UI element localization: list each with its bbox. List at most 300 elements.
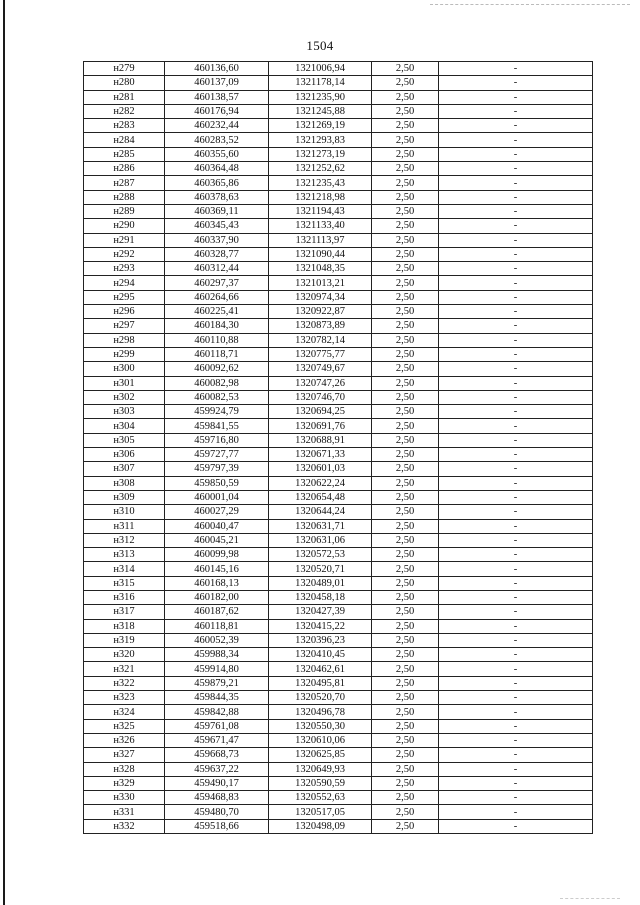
x-coordinate-cell: 460176,94 (165, 104, 269, 118)
note-cell: - (439, 776, 593, 790)
point-id-cell: н284 (84, 133, 165, 147)
point-id-cell: н287 (84, 176, 165, 190)
table-row (84, 576, 593, 590)
note-cell: - (439, 548, 593, 562)
y-coordinate-cell: 1321269,19 (269, 119, 372, 133)
x-coordinate-cell: 459841,55 (165, 419, 269, 433)
x-coordinate-cell: 459797,39 (165, 462, 269, 476)
table-row (84, 605, 593, 619)
x-coordinate-cell: 459844,35 (165, 691, 269, 705)
note-cell: - (439, 448, 593, 462)
y-coordinate-cell: 1320746,70 (269, 390, 372, 404)
point-id-cell: н312 (84, 533, 165, 547)
table-row (84, 162, 593, 176)
x-coordinate-cell: 460328,77 (165, 247, 269, 261)
point-id-cell: н296 (84, 305, 165, 319)
accuracy-cell: 2,50 (372, 362, 439, 376)
point-id-cell: н327 (84, 748, 165, 762)
point-id-cell: н282 (84, 104, 165, 118)
y-coordinate-cell: 1320552,63 (269, 791, 372, 805)
y-coordinate-cell: 1320873,89 (269, 319, 372, 333)
point-id-cell: н330 (84, 791, 165, 805)
page-edge-rule (3, 0, 5, 905)
accuracy-cell: 2,50 (372, 462, 439, 476)
x-coordinate-cell: 460099,98 (165, 548, 269, 562)
accuracy-cell: 2,50 (372, 748, 439, 762)
scan-artifact-line (560, 898, 620, 899)
table-row (84, 705, 593, 719)
point-id-cell: н321 (84, 662, 165, 676)
accuracy-cell: 2,50 (372, 162, 439, 176)
accuracy-cell: 2,50 (372, 76, 439, 90)
x-coordinate-cell: 459850,59 (165, 476, 269, 490)
table-row (84, 276, 593, 290)
accuracy-cell: 2,50 (372, 733, 439, 747)
point-id-cell: н318 (84, 619, 165, 633)
note-cell: - (439, 633, 593, 647)
note-cell: - (439, 533, 593, 547)
point-id-cell: н290 (84, 219, 165, 233)
point-id-cell: н320 (84, 648, 165, 662)
point-id-cell: н301 (84, 376, 165, 390)
note-cell: - (439, 648, 593, 662)
y-coordinate-cell: 1320496,78 (269, 705, 372, 719)
note-cell: - (439, 662, 593, 676)
accuracy-cell: 2,50 (372, 548, 439, 562)
accuracy-cell: 2,50 (372, 448, 439, 462)
point-id-cell: н316 (84, 590, 165, 604)
coordinates-table-body (84, 62, 593, 834)
y-coordinate-cell: 1321252,62 (269, 162, 372, 176)
x-coordinate-cell: 459842,88 (165, 705, 269, 719)
x-coordinate-cell: 460283,52 (165, 133, 269, 147)
accuracy-cell: 2,50 (372, 605, 439, 619)
y-coordinate-cell: 1321218,98 (269, 190, 372, 204)
x-coordinate-cell: 460355,60 (165, 147, 269, 161)
point-id-cell: н297 (84, 319, 165, 333)
accuracy-cell: 2,50 (372, 805, 439, 819)
table-row (84, 548, 593, 562)
point-id-cell: н322 (84, 676, 165, 690)
table-row (84, 204, 593, 218)
y-coordinate-cell: 1320520,70 (269, 691, 372, 705)
point-id-cell: н279 (84, 62, 165, 76)
point-id-cell: н306 (84, 448, 165, 462)
table-row (84, 762, 593, 776)
point-id-cell: н288 (84, 190, 165, 204)
accuracy-cell: 2,50 (372, 104, 439, 118)
x-coordinate-cell: 459490,17 (165, 776, 269, 790)
note-cell: - (439, 347, 593, 361)
note-cell: - (439, 90, 593, 104)
note-cell: - (439, 791, 593, 805)
note-cell: - (439, 262, 593, 276)
x-coordinate-cell: 460184,30 (165, 319, 269, 333)
point-id-cell: н293 (84, 262, 165, 276)
table-row (84, 390, 593, 404)
x-coordinate-cell: 460187,62 (165, 605, 269, 619)
note-cell: - (439, 319, 593, 333)
table-row (84, 219, 593, 233)
y-coordinate-cell: 1320749,67 (269, 362, 372, 376)
x-coordinate-cell: 460027,29 (165, 505, 269, 519)
y-coordinate-cell: 1320922,87 (269, 305, 372, 319)
x-coordinate-cell: 460168,13 (165, 576, 269, 590)
accuracy-cell: 2,50 (372, 762, 439, 776)
x-coordinate-cell: 460232,44 (165, 119, 269, 133)
note-cell: - (439, 433, 593, 447)
point-id-cell: н307 (84, 462, 165, 476)
y-coordinate-cell: 1321194,43 (269, 204, 372, 218)
y-coordinate-cell: 1320747,26 (269, 376, 372, 390)
point-id-cell: н294 (84, 276, 165, 290)
note-cell: - (439, 119, 593, 133)
x-coordinate-cell: 460082,98 (165, 376, 269, 390)
accuracy-cell: 2,50 (372, 619, 439, 633)
x-coordinate-cell: 459914,80 (165, 662, 269, 676)
table-row (84, 533, 593, 547)
table-row (84, 233, 593, 247)
x-coordinate-cell: 460369,11 (165, 204, 269, 218)
table-row (84, 662, 593, 676)
note-cell: - (439, 219, 593, 233)
y-coordinate-cell: 1320601,03 (269, 462, 372, 476)
x-coordinate-cell: 459879,21 (165, 676, 269, 690)
note-cell: - (439, 290, 593, 304)
note-cell: - (439, 190, 593, 204)
table-row (84, 90, 593, 104)
table-row (84, 633, 593, 647)
point-id-cell: н308 (84, 476, 165, 490)
accuracy-cell: 2,50 (372, 90, 439, 104)
note-cell: - (439, 390, 593, 404)
note-cell: - (439, 562, 593, 576)
note-cell: - (439, 519, 593, 533)
table-row (84, 590, 593, 604)
point-id-cell: н319 (84, 633, 165, 647)
x-coordinate-cell: 460345,43 (165, 219, 269, 233)
accuracy-cell: 2,50 (372, 147, 439, 161)
y-coordinate-cell: 1321013,21 (269, 276, 372, 290)
coordinates-table (83, 61, 593, 834)
note-cell: - (439, 247, 593, 261)
y-coordinate-cell: 1320520,71 (269, 562, 372, 576)
point-id-cell: н323 (84, 691, 165, 705)
x-coordinate-cell: 459761,08 (165, 719, 269, 733)
y-coordinate-cell: 1320462,61 (269, 662, 372, 676)
accuracy-cell: 2,50 (372, 791, 439, 805)
table-row (84, 76, 593, 90)
note-cell: - (439, 176, 593, 190)
point-id-cell: н285 (84, 147, 165, 161)
accuracy-cell: 2,50 (372, 233, 439, 247)
y-coordinate-cell: 1320625,85 (269, 748, 372, 762)
x-coordinate-cell: 459727,77 (165, 448, 269, 462)
table-row (84, 791, 593, 805)
accuracy-cell: 2,50 (372, 319, 439, 333)
y-coordinate-cell: 1320649,93 (269, 762, 372, 776)
accuracy-cell: 2,50 (372, 119, 439, 133)
table-row (84, 362, 593, 376)
point-id-cell: н303 (84, 405, 165, 419)
y-coordinate-cell: 1320396,23 (269, 633, 372, 647)
x-coordinate-cell: 460364,48 (165, 162, 269, 176)
table-row (84, 247, 593, 261)
x-coordinate-cell: 460137,09 (165, 76, 269, 90)
point-id-cell: н302 (84, 390, 165, 404)
accuracy-cell: 2,50 (372, 776, 439, 790)
x-coordinate-cell: 459480,70 (165, 805, 269, 819)
accuracy-cell: 2,50 (372, 176, 439, 190)
table-row (84, 619, 593, 633)
x-coordinate-cell: 460118,71 (165, 347, 269, 361)
accuracy-cell: 2,50 (372, 590, 439, 604)
table-row (84, 290, 593, 304)
note-cell: - (439, 576, 593, 590)
point-id-cell: н286 (84, 162, 165, 176)
x-coordinate-cell: 459671,47 (165, 733, 269, 747)
note-cell: - (439, 204, 593, 218)
point-id-cell: н325 (84, 719, 165, 733)
y-coordinate-cell: 1321006,94 (269, 62, 372, 76)
table-row (84, 505, 593, 519)
note-cell: - (439, 133, 593, 147)
y-coordinate-cell: 1320644,24 (269, 505, 372, 519)
y-coordinate-cell: 1320631,71 (269, 519, 372, 533)
accuracy-cell: 2,50 (372, 333, 439, 347)
x-coordinate-cell: 460297,37 (165, 276, 269, 290)
note-cell: - (439, 490, 593, 504)
accuracy-cell: 2,50 (372, 662, 439, 676)
table-row (84, 462, 593, 476)
point-id-cell: н310 (84, 505, 165, 519)
table-row (84, 748, 593, 762)
y-coordinate-cell: 1321235,43 (269, 176, 372, 190)
accuracy-cell: 2,50 (372, 691, 439, 705)
table-row (84, 319, 593, 333)
accuracy-cell: 2,50 (372, 519, 439, 533)
accuracy-cell: 2,50 (372, 676, 439, 690)
accuracy-cell: 2,50 (372, 376, 439, 390)
point-id-cell: н280 (84, 76, 165, 90)
accuracy-cell: 2,50 (372, 819, 439, 833)
table-row (84, 490, 593, 504)
point-id-cell: н324 (84, 705, 165, 719)
accuracy-cell: 2,50 (372, 290, 439, 304)
table-row (84, 262, 593, 276)
note-cell: - (439, 62, 593, 76)
point-id-cell: н328 (84, 762, 165, 776)
x-coordinate-cell: 460182,00 (165, 590, 269, 604)
x-coordinate-cell: 460138,57 (165, 90, 269, 104)
point-id-cell: н304 (84, 419, 165, 433)
table-row (84, 776, 593, 790)
point-id-cell: н317 (84, 605, 165, 619)
table-row (84, 719, 593, 733)
x-coordinate-cell: 460045,21 (165, 533, 269, 547)
x-coordinate-cell: 460225,41 (165, 305, 269, 319)
accuracy-cell: 2,50 (372, 347, 439, 361)
table-row (84, 190, 593, 204)
point-id-cell: н326 (84, 733, 165, 747)
note-cell: - (439, 733, 593, 747)
table-row (84, 691, 593, 705)
accuracy-cell: 2,50 (372, 190, 439, 204)
accuracy-cell: 2,50 (372, 505, 439, 519)
note-cell: - (439, 590, 593, 604)
y-coordinate-cell: 1320410,45 (269, 648, 372, 662)
note-cell: - (439, 419, 593, 433)
note-cell: - (439, 76, 593, 90)
accuracy-cell: 2,50 (372, 219, 439, 233)
y-coordinate-cell: 1320671,33 (269, 448, 372, 462)
y-coordinate-cell: 1320775,77 (269, 347, 372, 361)
note-cell: - (439, 462, 593, 476)
note-cell: - (439, 676, 593, 690)
y-coordinate-cell: 1320517,05 (269, 805, 372, 819)
note-cell: - (439, 691, 593, 705)
note-cell: - (439, 362, 593, 376)
table-row (84, 519, 593, 533)
table-row (84, 347, 593, 361)
x-coordinate-cell: 459924,79 (165, 405, 269, 419)
point-id-cell: н332 (84, 819, 165, 833)
note-cell: - (439, 762, 593, 776)
note-cell: - (439, 805, 593, 819)
note-cell: - (439, 233, 593, 247)
table-row (84, 819, 593, 833)
table-row (84, 405, 593, 419)
table-row (84, 648, 593, 662)
table-row (84, 133, 593, 147)
point-id-cell: н329 (84, 776, 165, 790)
x-coordinate-cell: 460145,16 (165, 562, 269, 576)
x-coordinate-cell: 460040,47 (165, 519, 269, 533)
accuracy-cell: 2,50 (372, 719, 439, 733)
note-cell: - (439, 104, 593, 118)
note-cell: - (439, 333, 593, 347)
note-cell: - (439, 719, 593, 733)
note-cell: - (439, 748, 593, 762)
point-id-cell: н281 (84, 90, 165, 104)
y-coordinate-cell: 1321113,97 (269, 233, 372, 247)
point-id-cell: н299 (84, 347, 165, 361)
y-coordinate-cell: 1320631,06 (269, 533, 372, 547)
accuracy-cell: 2,50 (372, 648, 439, 662)
y-coordinate-cell: 1321293,83 (269, 133, 372, 147)
y-coordinate-cell: 1320489,01 (269, 576, 372, 590)
table-row (84, 305, 593, 319)
point-id-cell: н313 (84, 548, 165, 562)
x-coordinate-cell: 459988,34 (165, 648, 269, 662)
y-coordinate-cell: 1320610,06 (269, 733, 372, 747)
point-id-cell: н300 (84, 362, 165, 376)
x-coordinate-cell: 460264,66 (165, 290, 269, 304)
y-coordinate-cell: 1321048,35 (269, 262, 372, 276)
table-row (84, 805, 593, 819)
table-row (84, 104, 593, 118)
note-cell: - (439, 276, 593, 290)
accuracy-cell: 2,50 (372, 305, 439, 319)
y-coordinate-cell: 1320622,24 (269, 476, 372, 490)
point-id-cell: н331 (84, 805, 165, 819)
accuracy-cell: 2,50 (372, 476, 439, 490)
y-coordinate-cell: 1320654,48 (269, 490, 372, 504)
accuracy-cell: 2,50 (372, 62, 439, 76)
accuracy-cell: 2,50 (372, 705, 439, 719)
y-coordinate-cell: 1320590,59 (269, 776, 372, 790)
table-row (84, 676, 593, 690)
point-id-cell: н292 (84, 247, 165, 261)
table-row (84, 62, 593, 76)
accuracy-cell: 2,50 (372, 633, 439, 647)
table-row (84, 733, 593, 747)
x-coordinate-cell: 460052,39 (165, 633, 269, 647)
table-row (84, 333, 593, 347)
y-coordinate-cell: 1320694,25 (269, 405, 372, 419)
point-id-cell: н289 (84, 204, 165, 218)
note-cell: - (439, 162, 593, 176)
y-coordinate-cell: 1320498,09 (269, 819, 372, 833)
table-row (84, 476, 593, 490)
note-cell: - (439, 505, 593, 519)
x-coordinate-cell: 460001,04 (165, 490, 269, 504)
point-id-cell: н311 (84, 519, 165, 533)
y-coordinate-cell: 1320458,18 (269, 590, 372, 604)
x-coordinate-cell: 460082,53 (165, 390, 269, 404)
point-id-cell: н314 (84, 562, 165, 576)
accuracy-cell: 2,50 (372, 276, 439, 290)
x-coordinate-cell: 459518,66 (165, 819, 269, 833)
y-coordinate-cell: 1321235,90 (269, 90, 372, 104)
x-coordinate-cell: 459668,73 (165, 748, 269, 762)
accuracy-cell: 2,50 (372, 533, 439, 547)
y-coordinate-cell: 1320427,39 (269, 605, 372, 619)
point-id-cell: н309 (84, 490, 165, 504)
y-coordinate-cell: 1321090,44 (269, 247, 372, 261)
table-row (84, 176, 593, 190)
x-coordinate-cell: 460378,63 (165, 190, 269, 204)
y-coordinate-cell: 1321245,88 (269, 104, 372, 118)
x-coordinate-cell: 460118,81 (165, 619, 269, 633)
note-cell: - (439, 305, 593, 319)
accuracy-cell: 2,50 (372, 490, 439, 504)
accuracy-cell: 2,50 (372, 247, 439, 261)
accuracy-cell: 2,50 (372, 262, 439, 276)
y-coordinate-cell: 1320550,30 (269, 719, 372, 733)
table-row (84, 147, 593, 161)
point-id-cell: н283 (84, 119, 165, 133)
y-coordinate-cell: 1320415,22 (269, 619, 372, 633)
note-cell: - (439, 705, 593, 719)
note-cell: - (439, 405, 593, 419)
x-coordinate-cell: 460110,88 (165, 333, 269, 347)
y-coordinate-cell: 1320572,53 (269, 548, 372, 562)
note-cell: - (439, 476, 593, 490)
point-id-cell: н305 (84, 433, 165, 447)
y-coordinate-cell: 1320688,91 (269, 433, 372, 447)
accuracy-cell: 2,50 (372, 133, 439, 147)
accuracy-cell: 2,50 (372, 405, 439, 419)
accuracy-cell: 2,50 (372, 433, 439, 447)
table-row (84, 419, 593, 433)
table-row (84, 376, 593, 390)
x-coordinate-cell: 459716,80 (165, 433, 269, 447)
accuracy-cell: 2,50 (372, 419, 439, 433)
note-cell: - (439, 376, 593, 390)
accuracy-cell: 2,50 (372, 562, 439, 576)
x-coordinate-cell: 460136,60 (165, 62, 269, 76)
